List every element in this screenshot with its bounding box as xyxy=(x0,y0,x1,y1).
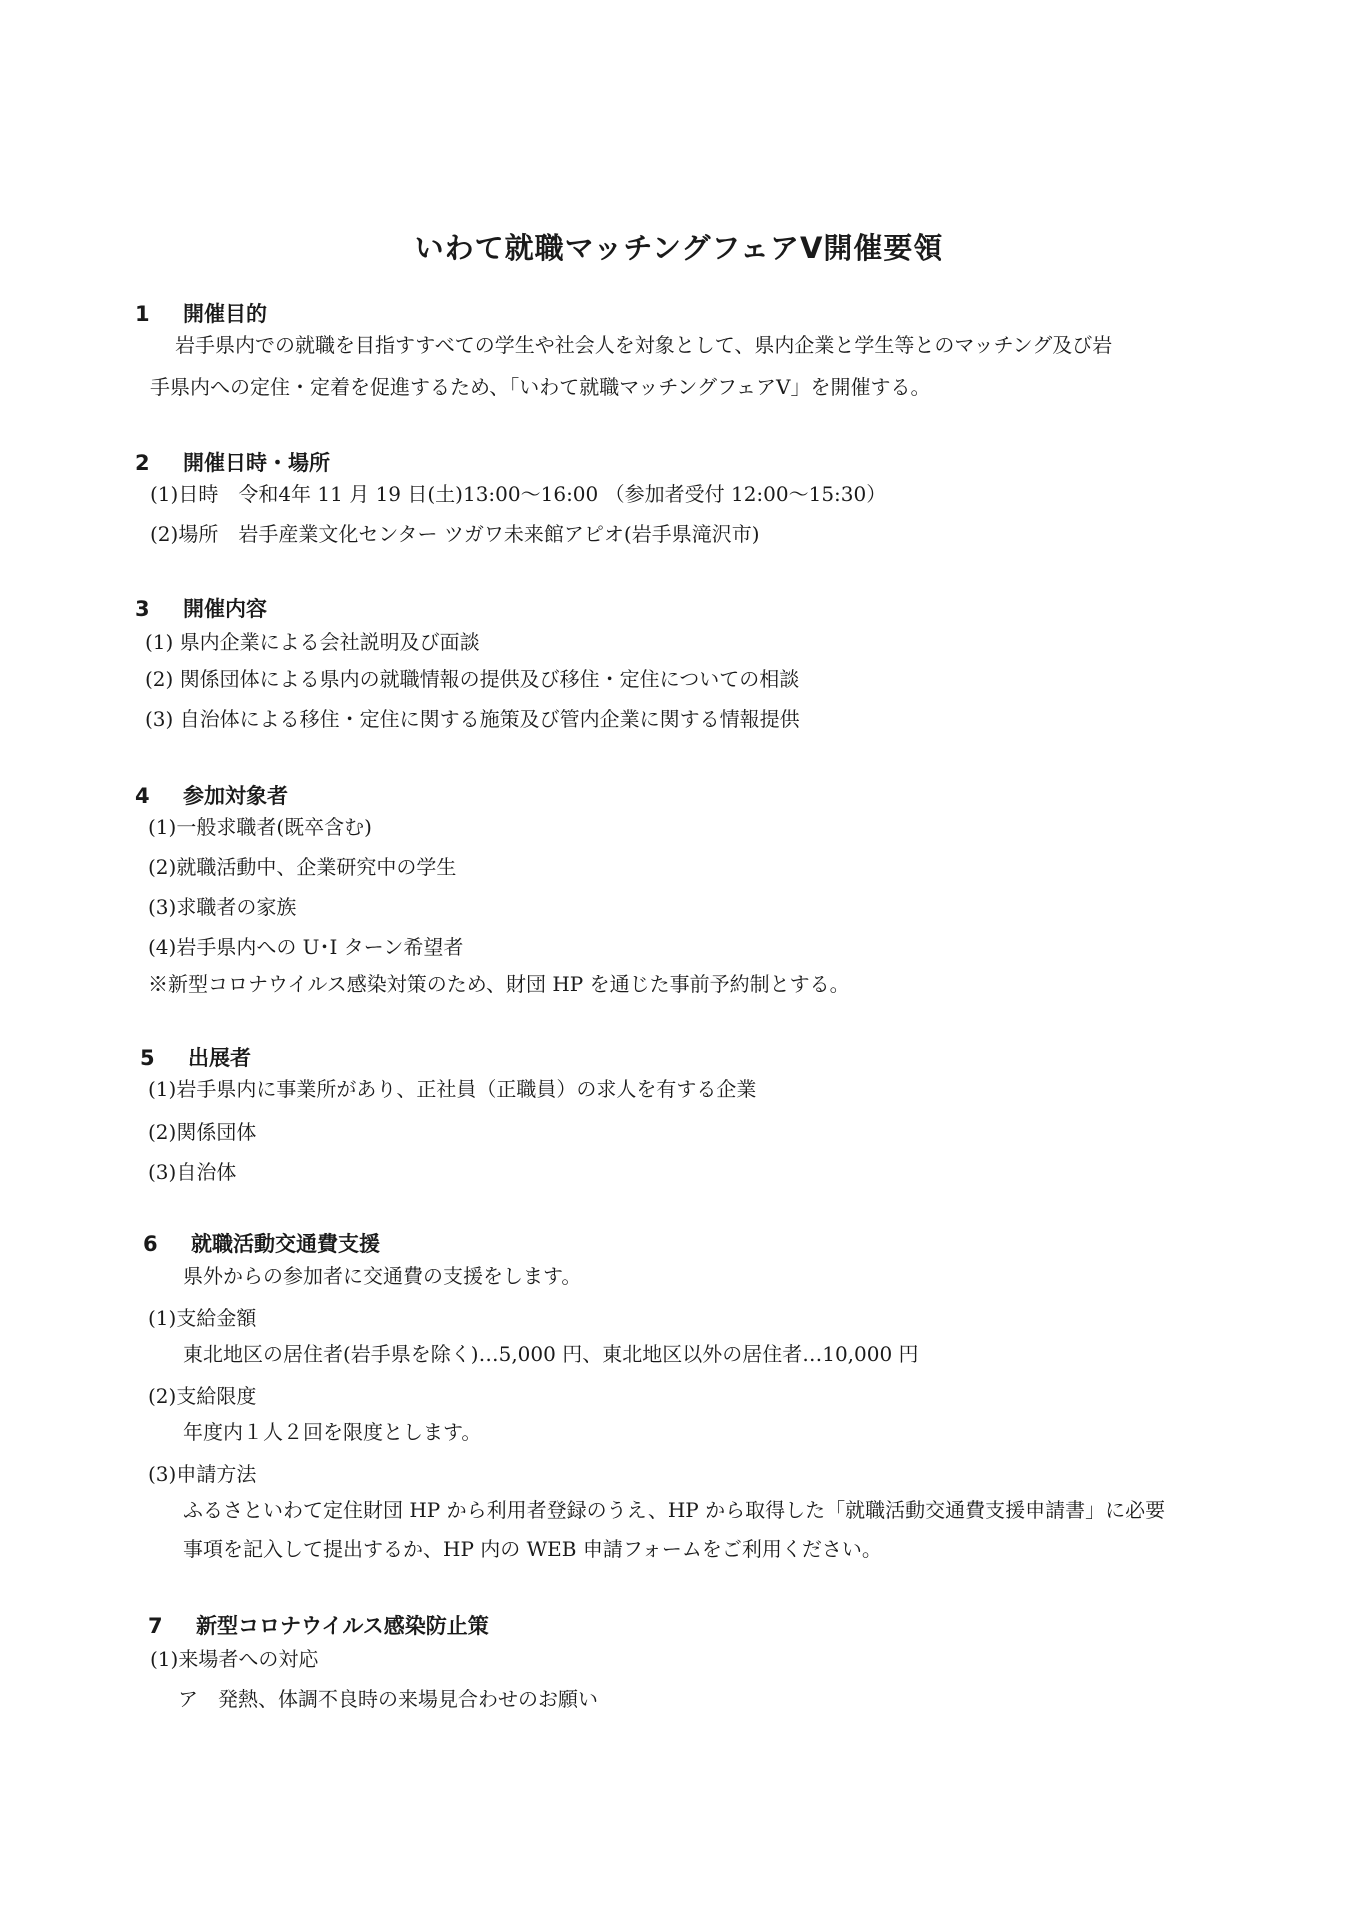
section-line: (1)一般求職者(既卒含む) xyxy=(148,815,372,839)
section-line: (3)自治体 xyxy=(148,1160,237,1184)
section-title: 就職活動交通費支援 xyxy=(191,1232,380,1256)
section-line: (2)就職活動中、企業研究中の学生 xyxy=(148,855,457,879)
section-number: 2 xyxy=(135,451,150,475)
section-line: 県外からの参加者に交通費の支援をします。 xyxy=(183,1264,582,1288)
section-number: 1 xyxy=(135,302,150,326)
section-line: (2)支給限度 xyxy=(148,1384,257,1408)
section-line: 事項を記入して提出するか、HP 内の WEB 申請フォームをご利用ください。 xyxy=(183,1537,882,1561)
section-line: (1)来場者への対応 xyxy=(150,1647,319,1671)
section-title: 開催目的 xyxy=(183,302,267,326)
section-line: 東北地区の居住者(岩手県を除く)…5,000 円、東北地区以外の居住者…10,000 円 xyxy=(183,1342,919,1366)
section-line: 年度内１人２回を限度とします。 xyxy=(183,1420,482,1444)
section-heading xyxy=(140,1042,251,1072)
section-line: (2)関係団体 xyxy=(148,1120,257,1144)
section-heading xyxy=(135,780,288,810)
section-title: 開催日時・場所 xyxy=(183,451,330,475)
section-line: (1) 県内企業による会社説明及び面談 xyxy=(145,630,480,654)
section-number: 3 xyxy=(135,597,150,621)
section-line: (4)岩手県内への U･I ターン希望者 xyxy=(148,935,464,959)
section-heading xyxy=(135,447,330,477)
section-line: (2)場所 岩手産業文化センター ツガワ未来館アピオ(岩手県滝沢市) xyxy=(150,522,760,546)
section-line: (3)申請方法 xyxy=(148,1462,257,1486)
section-heading xyxy=(135,593,267,623)
section-line: (1)日時 令和4年 11 月 19 日(土)13:00～16:00 （参加者受付 12:00～15:30） xyxy=(150,482,887,506)
section-line: (3) 自治体による移住・定住に関する施策及び管内企業に関する情報提供 xyxy=(145,707,800,731)
section-heading xyxy=(135,298,267,328)
section-title: 参加対象者 xyxy=(183,784,288,808)
section-line: 岩手県内での就職を目指すすべての学生や社会人を対象として、県内企業と学生等とのマッチング及び岩 xyxy=(175,333,1113,357)
section-line: (2) 関係団体による県内の就職情報の提供及び移住・定住についての相談 xyxy=(145,667,800,691)
section-title: 開催内容 xyxy=(183,597,267,621)
section-line: (1)岩手県内に事業所があり、正社員（正職員）の求人を有する企業 xyxy=(148,1077,757,1101)
section-line: (1)支給金額 xyxy=(148,1306,257,1330)
section-number: 5 xyxy=(140,1046,155,1070)
section-heading xyxy=(148,1610,489,1640)
document-title: いわて就職マッチングフェアⅤ開催要領 xyxy=(414,231,944,265)
section-line: ア 発熱、体調不良時の来場見合わせのお願い xyxy=(178,1687,598,1711)
section-title: 新型コロナウイルス感染防止策 xyxy=(196,1614,489,1638)
section-heading xyxy=(143,1228,380,1258)
section-note: ※新型コロナウイルス感染対策のため、財団 HP を通じた事前予約制とする。 xyxy=(148,972,850,996)
section-line: (3)求職者の家族 xyxy=(148,895,297,919)
section-number: 7 xyxy=(148,1614,163,1638)
section-number: 6 xyxy=(143,1232,158,1256)
section-title: 出展者 xyxy=(188,1046,251,1070)
section-line: 手県内への定住・定着を促進するため、「いわて就職マッチングフェアⅤ」を開催する。 xyxy=(150,375,931,399)
section-line: ふるさといわて定住財団 HP から利用者登録のうえ、HP から取得した「就職活動交通費支援申請書」に必要 xyxy=(183,1498,1166,1522)
section-number: 4 xyxy=(135,784,150,808)
